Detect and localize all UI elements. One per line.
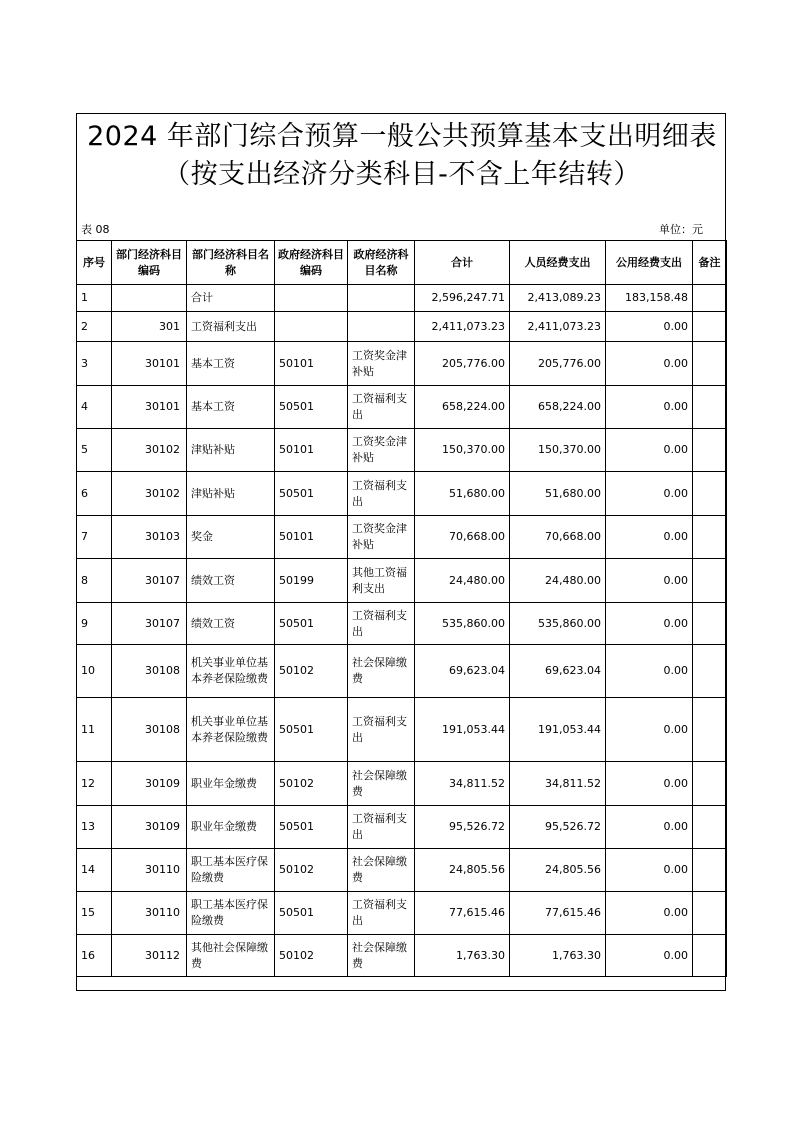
cell-public: 0.00: [606, 312, 693, 342]
cell-total: 24,480.00: [415, 559, 510, 603]
cell-note: [693, 559, 727, 603]
cell-dept-name: 基本工资: [187, 342, 275, 386]
cell-personnel: 69,623.04: [510, 645, 606, 698]
cell-no: 12: [77, 762, 112, 806]
cell-gov-name: 工资奖金津补贴: [348, 429, 415, 472]
cell-personnel: 24,805.56: [510, 849, 606, 892]
table-row: [77, 312, 727, 342]
cell-dept-name: 基本工资: [187, 386, 275, 429]
cell-gov-name: 其他工资福利支出: [348, 559, 415, 603]
cell-public: 0.00: [606, 645, 693, 698]
cell-dept-name: 奖金: [187, 516, 275, 559]
cell-dept-name: 津贴补贴: [187, 429, 275, 472]
table-row: [77, 472, 727, 516]
cell-note: [693, 645, 727, 698]
cell-gov-code: 50102: [275, 935, 348, 977]
cell-gov-name: [348, 312, 415, 342]
cell-no: 9: [77, 603, 112, 645]
cell-dept-code: 30101: [112, 386, 187, 429]
cell-total: 658,224.00: [415, 386, 510, 429]
cell-dept-code: [112, 285, 187, 312]
table-row: [77, 849, 727, 892]
cell-no: 7: [77, 516, 112, 559]
cell-dept-name: 机关事业单位基本养老保险缴费: [187, 698, 275, 762]
header-cell: 序号: [77, 241, 112, 285]
table-row: [77, 386, 727, 429]
cell-personnel: 2,413,089.23: [510, 285, 606, 312]
cell-dept-code: 30110: [112, 849, 187, 892]
cell-gov-code: 50501: [275, 386, 348, 429]
cell-gov-code: 50501: [275, 472, 348, 516]
cell-dept-code: 30110: [112, 892, 187, 935]
cell-public: 0.00: [606, 516, 693, 559]
cell-note: [693, 312, 727, 342]
cell-note: [693, 603, 727, 645]
cell-no: 4: [77, 386, 112, 429]
cell-personnel: 191,053.44: [510, 698, 606, 762]
cell-no: 5: [77, 429, 112, 472]
cell-dept-name: 绩效工资: [187, 603, 275, 645]
cell-dept-name: 合计: [187, 285, 275, 312]
header-cell: 公用经费支出: [606, 241, 693, 285]
cell-total: 205,776.00: [415, 342, 510, 386]
cell-no: 1: [77, 285, 112, 312]
header-cell: 政府经济科目名称: [348, 241, 415, 285]
cell-personnel: 2,411,073.23: [510, 312, 606, 342]
cell-no: 13: [77, 806, 112, 849]
cell-total: 34,811.52: [415, 762, 510, 806]
cell-note: [693, 429, 727, 472]
cell-public: 0.00: [606, 559, 693, 603]
cell-gov-name: 工资福利支出: [348, 603, 415, 645]
cell-total: 2,596,247.71: [415, 285, 510, 312]
cell-note: [693, 285, 727, 312]
cell-total: 191,053.44: [415, 698, 510, 762]
header-cell: 人员经费支出: [510, 241, 606, 285]
cell-total: 69,623.04: [415, 645, 510, 698]
cell-dept-code: 30109: [112, 806, 187, 849]
cell-personnel: 1,763.30: [510, 935, 606, 977]
cell-dept-code: 30102: [112, 472, 187, 516]
cell-personnel: 77,615.46: [510, 892, 606, 935]
cell-personnel: 51,680.00: [510, 472, 606, 516]
cell-no: 2: [77, 312, 112, 342]
cell-total: 77,615.46: [415, 892, 510, 935]
cell-public: 0.00: [606, 472, 693, 516]
cell-gov-code: 50102: [275, 645, 348, 698]
table-row: [77, 762, 727, 806]
cell-gov-code: 50501: [275, 806, 348, 849]
expenditure-table: [76, 240, 727, 977]
cell-note: [693, 849, 727, 892]
cell-gov-code: 50199: [275, 559, 348, 603]
cell-gov-name: [348, 285, 415, 312]
header-cell: 部门经济科目编码: [112, 241, 187, 285]
cell-total: 2,411,073.23: [415, 312, 510, 342]
cell-no: 6: [77, 472, 112, 516]
cell-personnel: 24,480.00: [510, 559, 606, 603]
document-frame: [76, 113, 726, 991]
cell-dept-name: 绩效工资: [187, 559, 275, 603]
cell-no: 16: [77, 935, 112, 977]
cell-no: 10: [77, 645, 112, 698]
cell-public: 0.00: [606, 386, 693, 429]
cell-gov-name: 工资福利支出: [348, 386, 415, 429]
cell-dept-code: 30103: [112, 516, 187, 559]
cell-public: 0.00: [606, 762, 693, 806]
cell-gov-name: 社会保障缴费: [348, 645, 415, 698]
cell-personnel: 205,776.00: [510, 342, 606, 386]
cell-public: 0.00: [606, 935, 693, 977]
cell-dept-code: 30102: [112, 429, 187, 472]
cell-gov-name: 工资奖金津补贴: [348, 342, 415, 386]
cell-gov-name: 工资福利支出: [348, 698, 415, 762]
cell-gov-code: [275, 312, 348, 342]
cell-note: [693, 472, 727, 516]
cell-note: [693, 516, 727, 559]
cell-gov-name: 工资福利支出: [348, 892, 415, 935]
table-row: [77, 603, 727, 645]
cell-personnel: 70,668.00: [510, 516, 606, 559]
cell-no: 15: [77, 892, 112, 935]
cell-note: [693, 892, 727, 935]
unit-label: 单位：元: [659, 223, 703, 236]
cell-dept-name: 工资福利支出: [187, 312, 275, 342]
table-row: [77, 559, 727, 603]
cell-dept-code: 30108: [112, 698, 187, 762]
cell-dept-code: 30112: [112, 935, 187, 977]
table-row: [77, 698, 727, 762]
cell-gov-name: 社会保障缴费: [348, 849, 415, 892]
cell-dept-name: 职业年金缴费: [187, 762, 275, 806]
cell-dept-name: 职工基本医疗保险缴费: [187, 849, 275, 892]
cell-gov-code: 50102: [275, 762, 348, 806]
cell-no: 3: [77, 342, 112, 386]
cell-personnel: 150,370.00: [510, 429, 606, 472]
cell-personnel: 34,811.52: [510, 762, 606, 806]
cell-no: 8: [77, 559, 112, 603]
cell-dept-code: 30108: [112, 645, 187, 698]
cell-gov-name: 工资福利支出: [348, 472, 415, 516]
cell-total: 24,805.56: [415, 849, 510, 892]
cell-dept-name: 机关事业单位基本养老保险缴费: [187, 645, 275, 698]
cell-dept-name: 津贴补贴: [187, 472, 275, 516]
table-row: [77, 342, 727, 386]
cell-public: 0.00: [606, 806, 693, 849]
cell-gov-code: 50501: [275, 698, 348, 762]
cell-note: [693, 935, 727, 977]
table-row: [77, 429, 727, 472]
cell-note: [693, 698, 727, 762]
cell-gov-code: 50102: [275, 849, 348, 892]
header-cell: 政府经济科目编码: [275, 241, 348, 285]
cell-no: 14: [77, 849, 112, 892]
cell-public: 0.00: [606, 849, 693, 892]
cell-gov-code: 50501: [275, 603, 348, 645]
cell-dept-code: 30107: [112, 603, 187, 645]
header-cell: 合计: [415, 241, 510, 285]
cell-gov-name: 社会保障缴费: [348, 935, 415, 977]
cell-note: [693, 762, 727, 806]
cell-gov-code: 50101: [275, 342, 348, 386]
cell-public: 0.00: [606, 342, 693, 386]
cell-gov-code: 50101: [275, 429, 348, 472]
table-row: [77, 285, 727, 312]
cell-public: 0.00: [606, 603, 693, 645]
cell-public: 183,158.48: [606, 285, 693, 312]
cell-no: 11: [77, 698, 112, 762]
table-row: [77, 892, 727, 935]
cell-gov-code: 50101: [275, 516, 348, 559]
cell-gov-code: 50501: [275, 892, 348, 935]
cell-public: 0.00: [606, 698, 693, 762]
table-row: [77, 516, 727, 559]
table-number: 表 08: [81, 223, 110, 236]
cell-dept-name: 职工基本医疗保险缴费: [187, 892, 275, 935]
cell-total: 70,668.00: [415, 516, 510, 559]
cell-total: 150,370.00: [415, 429, 510, 472]
cell-personnel: 658,224.00: [510, 386, 606, 429]
cell-total: 95,526.72: [415, 806, 510, 849]
cell-gov-code: [275, 285, 348, 312]
cell-dept-name: 其他社会保障缴费: [187, 935, 275, 977]
cell-dept-code: 30107: [112, 559, 187, 603]
table-row: [77, 935, 727, 977]
cell-gov-name: 社会保障缴费: [348, 762, 415, 806]
cell-note: [693, 386, 727, 429]
cell-gov-name: 工资奖金津补贴: [348, 516, 415, 559]
cell-dept-code: 30109: [112, 762, 187, 806]
cell-public: 0.00: [606, 429, 693, 472]
cell-dept-code: 301: [112, 312, 187, 342]
table-header-row: [77, 241, 727, 285]
cell-gov-name: 工资福利支出: [348, 806, 415, 849]
cell-personnel: 535,860.00: [510, 603, 606, 645]
cell-dept-name: 职业年金缴费: [187, 806, 275, 849]
cell-personnel: 95,526.72: [510, 806, 606, 849]
cell-total: 51,680.00: [415, 472, 510, 516]
cell-total: 535,860.00: [415, 603, 510, 645]
table-row: [77, 806, 727, 849]
header-cell: 备注: [693, 241, 727, 285]
document-title: 2024 年部门综合预算一般公共预算基本支出明细表（按支出经济分类科目-不含上年结转）: [87, 121, 717, 190]
cell-public: 0.00: [606, 892, 693, 935]
cell-total: 1,763.30: [415, 935, 510, 977]
header-cell: 部门经济科目名称: [187, 241, 275, 285]
cell-dept-code: 30101: [112, 342, 187, 386]
cell-note: [693, 806, 727, 849]
table-row: [77, 645, 727, 698]
cell-note: [693, 342, 727, 386]
